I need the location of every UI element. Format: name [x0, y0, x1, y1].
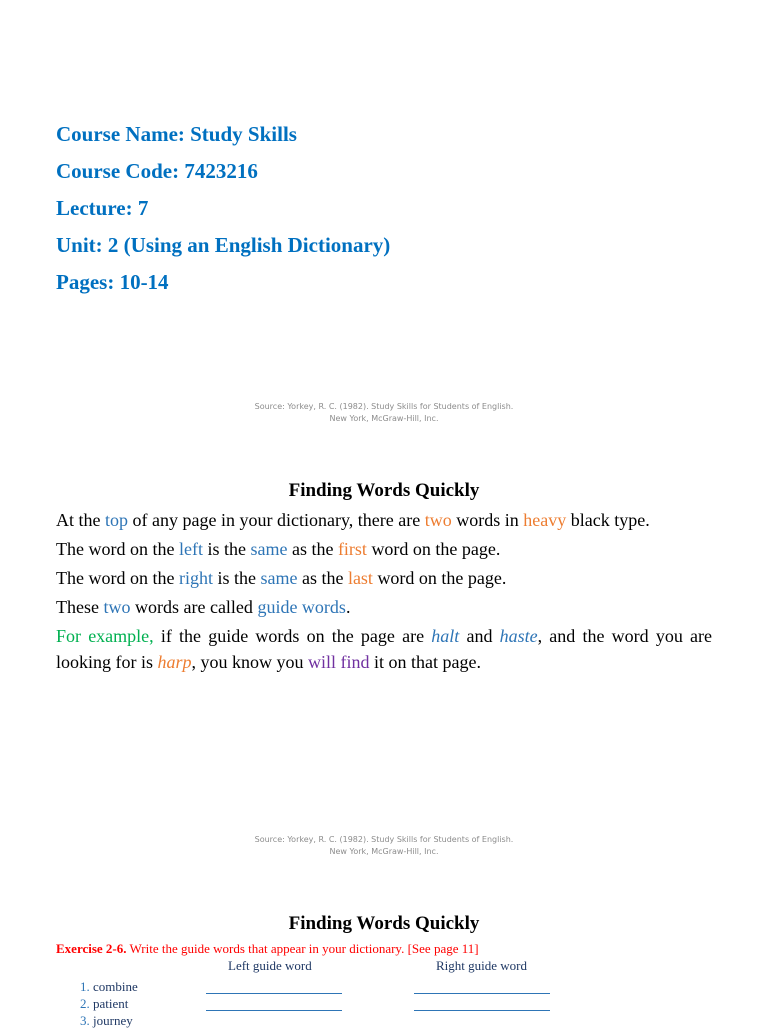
source-line-2: New York, McGraw-Hill, Inc.: [329, 414, 439, 423]
item-word: journey: [93, 1013, 133, 1028]
text: word on the page.: [372, 568, 507, 588]
paragraph-5: [56, 623, 712, 675]
left-guide-word-header: Left guide word: [228, 958, 312, 973]
highlight-heavy: heavy: [523, 510, 567, 530]
section-title: Finding Words Quickly: [288, 480, 480, 501]
pages-range: Pages: 10-14: [56, 270, 169, 294]
highlight-first: first: [337, 539, 367, 559]
exercise-2-6: [56, 940, 716, 1028]
highlight-right: right: [178, 568, 213, 588]
course-code: Course Code: 7423216: [56, 159, 258, 183]
highlight-haste: haste: [499, 626, 538, 646]
exercise-text: Write the guide words that appear in your dictionary. [See page 11]: [126, 941, 479, 956]
left-answer-blank-2[interactable]: [206, 1010, 342, 1011]
lecture-number: Lecture: 7: [56, 196, 149, 220]
highlight-halt: halt: [431, 626, 460, 646]
text: if the guide words on the page are: [153, 626, 432, 646]
exercise-item-2: [80, 996, 128, 1012]
course-header: [56, 118, 390, 303]
highlight-same: same: [260, 568, 298, 588]
text: is the: [212, 568, 261, 588]
text: words in: [451, 510, 524, 530]
item-number: 2.: [80, 996, 90, 1011]
highlight-two: two: [424, 510, 452, 530]
text: it on that page.: [369, 652, 481, 672]
guide-words-explanation: [56, 507, 712, 675]
right-answer-blank-2[interactable]: [414, 1010, 550, 1011]
paragraph-4: [56, 594, 712, 620]
highlight-top: top: [105, 510, 129, 530]
text: .: [345, 597, 351, 617]
text: is the: [202, 539, 251, 559]
highlight-will-find: will find: [308, 652, 370, 672]
text: and: [459, 626, 500, 646]
highlight-left: left: [178, 539, 203, 559]
item-word: combine: [93, 979, 138, 994]
right-answer-blank-1[interactable]: [414, 993, 550, 994]
text: , and the word you are looking for is: [56, 626, 712, 672]
text: as the: [287, 539, 338, 559]
exercise-item-3: [80, 1013, 133, 1029]
source-line-2: New York, McGraw-Hill, Inc.: [329, 847, 439, 856]
text: words are called: [130, 597, 258, 617]
paragraph-3: [56, 565, 712, 591]
unit-title: Unit: 2 (Using an English Dictionary): [56, 233, 391, 257]
item-number: 1.: [80, 979, 90, 994]
highlight-same: same: [250, 539, 288, 559]
text: black type.: [566, 510, 650, 530]
text: These: [56, 597, 104, 617]
text: The word on the: [56, 539, 179, 559]
highlight-two: two: [103, 597, 131, 617]
source-line-1: Source: Yorkey, R. C. (1982). Study Skills for Students of English.: [254, 402, 514, 411]
highlight-last: last: [347, 568, 373, 588]
exercise-label: Exercise 2-6.: [56, 941, 127, 956]
paragraph-2: [56, 536, 712, 562]
item-word: patient: [93, 996, 129, 1011]
left-answer-blank-1[interactable]: [206, 993, 342, 994]
section-title-2: Finding Words Quickly: [288, 913, 480, 934]
right-guide-word-header: Right guide word: [436, 958, 527, 973]
source-line-1: Source: Yorkey, R. C. (1982). Study Skills for Students of English.: [254, 835, 514, 844]
exercise-item-1: [80, 979, 138, 995]
text: of any page in your dictionary, there are: [128, 510, 425, 530]
source-citation: [0, 401, 768, 425]
item-number: 3.: [80, 1013, 90, 1028]
paragraph-1: [56, 507, 712, 533]
text: At the: [56, 510, 105, 530]
text: as the: [297, 568, 348, 588]
course-name: Course Name: Study Skills: [56, 122, 297, 146]
highlight-harp: harp: [157, 652, 192, 672]
highlight-for-example: For example,: [56, 626, 154, 646]
text: The word on the: [56, 568, 179, 588]
highlight-guide-words: guide words: [257, 597, 346, 617]
source-citation-2: [0, 834, 768, 858]
text: word on the page.: [366, 539, 501, 559]
exercise-instruction: [56, 940, 716, 958]
text: , you know you: [191, 652, 309, 672]
